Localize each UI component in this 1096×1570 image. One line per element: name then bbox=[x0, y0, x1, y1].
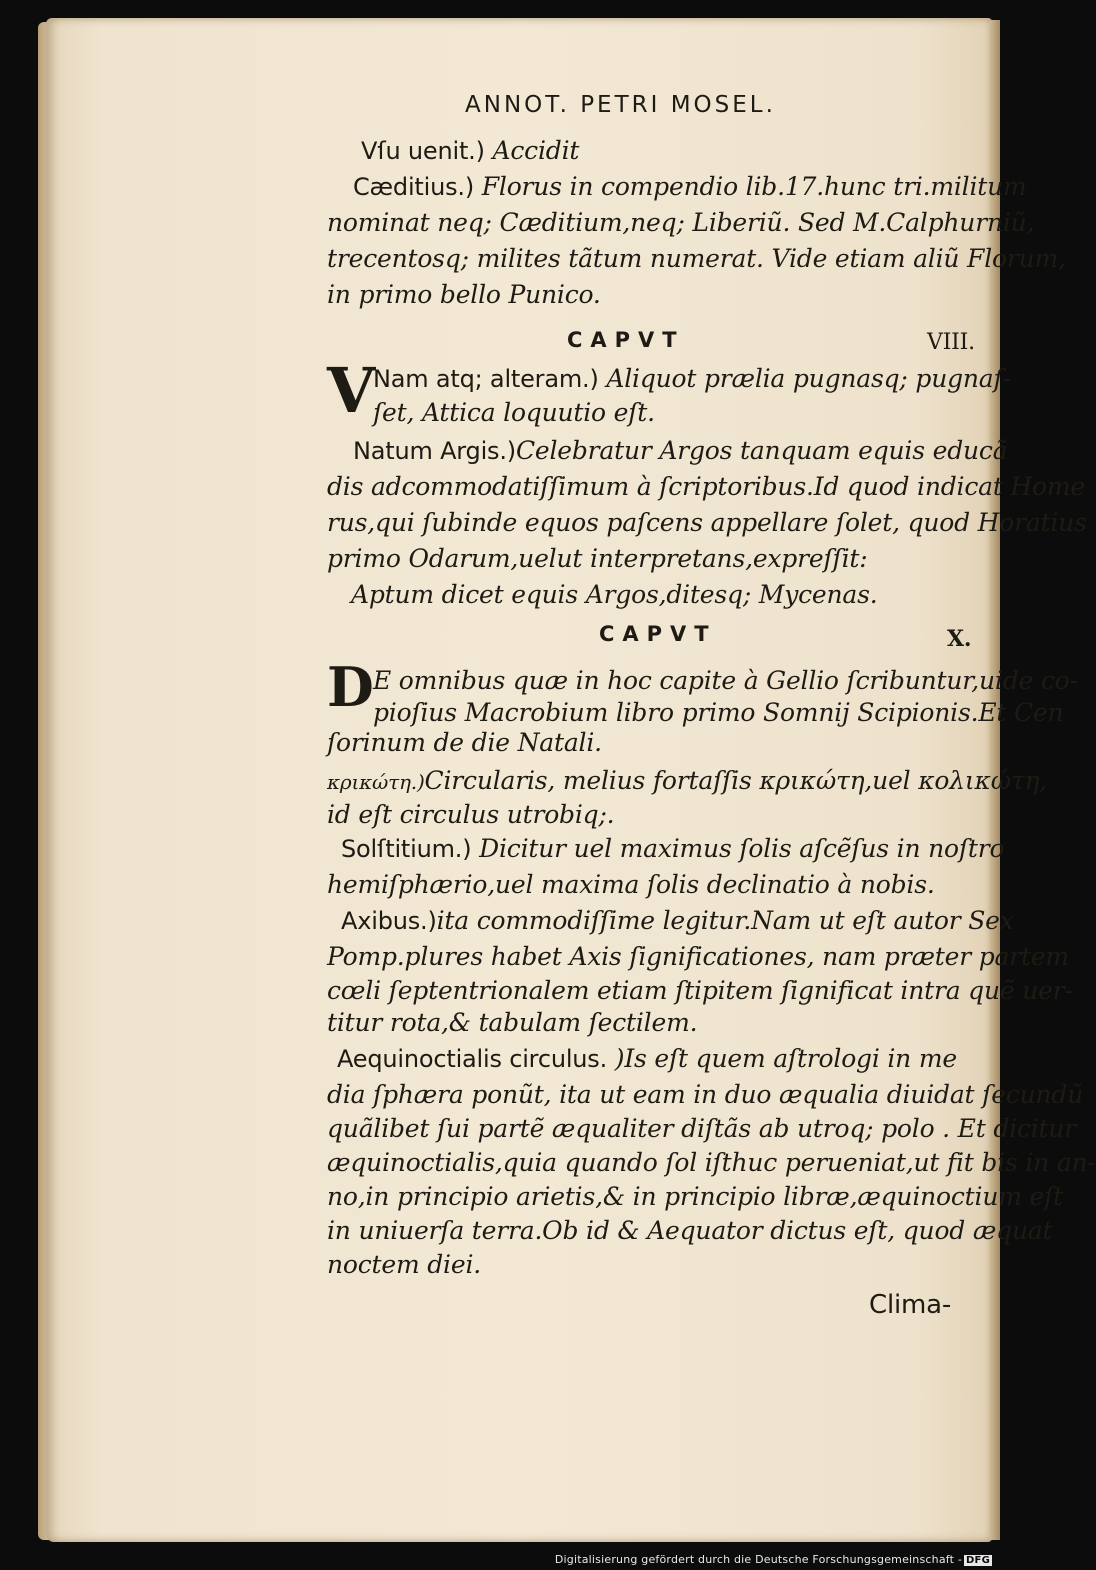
text-line: rus,qui ſubinde equos paſcens appellare ſolet, quod Horatius bbox=[327, 508, 1087, 537]
text-line: dis adcommodatiſſimum à ſcriptoribus.Id quod indicat Home bbox=[327, 472, 1085, 501]
text-line: primo Odarum,uelut interpretans,expreſſit: bbox=[327, 544, 868, 573]
text-line: κρικώτη.)Circularis, melius fortaſſis κρικώτη,uel κολικώτη, bbox=[327, 766, 1048, 795]
chapter-number: VIII. bbox=[927, 330, 975, 355]
text-line: quãlibet ſui partẽ æqualiter diſtãs ab utroq; polo . Et dicitur bbox=[327, 1114, 1077, 1143]
dfg-logo: DFG bbox=[966, 1555, 990, 1566]
text-line: cœli ſeptentrionalem etiam ſtipitem ſignificat intra quẽ uer- bbox=[327, 976, 1073, 1005]
text-line: in primo bello Punico. bbox=[327, 280, 601, 309]
text-line: pioſius Macrobium libro primo Somnij Scipionis.Et Cen bbox=[373, 698, 1064, 727]
text-line: ſorinum de die Natali. bbox=[327, 728, 602, 757]
text-line: hemiſphærio,uel maxima ſolis declinatio à nobis. bbox=[327, 870, 935, 899]
chapter-number: X. bbox=[947, 626, 972, 652]
chapter-heading: CAPVT bbox=[567, 328, 685, 352]
text-line: Aptum dicet equis Argos,ditesq; Mycenas. bbox=[351, 580, 878, 609]
text-line: noctem diei. bbox=[327, 1250, 481, 1279]
text-line: Vſu uenit.) Accidit bbox=[361, 136, 580, 165]
text-line: Nam atq; alteram.) Aliquot prælia pugnasq; pugnaſ- bbox=[373, 364, 1011, 393]
text-line: trecentosq; milites tãtum numerat. Vide etiam aliũ Florum, bbox=[327, 244, 1066, 273]
text-line: E omnibus quæ in hoc capite à Gellio ſcribuntur,uide co- bbox=[373, 666, 1078, 695]
chapter-heading: CAPVT bbox=[599, 622, 717, 646]
text-line: Axibus.)ita commodiſſime legitur.Nam ut eſt autor Sex bbox=[341, 906, 1014, 935]
text-line: Pomp.plures habet Axis ſignificationes, nam præter partem bbox=[327, 942, 1069, 971]
footer-text: Digitalisierung gefördert durch die Deutsche Forschungsgemeinschaft - bbox=[554, 1553, 963, 1566]
drop-capital: D bbox=[327, 655, 374, 719]
digitization-footer bbox=[555, 1553, 992, 1566]
text-line: Solſtitium.) Dicitur uel maximus ſolis aſcẽſus in noſtro bbox=[341, 834, 1005, 863]
text-line: Natum Argis.)Celebratur Argos tanquam equis educã bbox=[353, 436, 1008, 465]
text-line: æquinoctialis,quia quando ſol iſthuc perueniat,ut fit bis in an- bbox=[327, 1148, 1096, 1177]
text-line: Cæditius.) Florus in compendio lib.17.hunc tri.militum bbox=[353, 172, 1027, 201]
text-line: dia ſphæra ponũt, ita ut eam in duo æqualia diuidat ſecundũ bbox=[327, 1080, 1084, 1109]
text-line: Aequinoctialis circulus. )Is eſt quem aſtrologi in me bbox=[337, 1044, 957, 1073]
catchword: Clima- bbox=[869, 1290, 952, 1320]
text-line: id eſt circulus utrobiq;. bbox=[327, 800, 615, 829]
text-line: ſet, Attica loquutio eſt. bbox=[373, 398, 655, 427]
text-line: no,in principio arietis,& in principio libræ,æquinoctium eſt bbox=[327, 1182, 1063, 1211]
drop-capital: V bbox=[327, 354, 376, 427]
running-head: ANNOT. PETRI MOSEL. bbox=[465, 92, 776, 118]
text-line: nominat neq; Cæditium,neq; Liberiũ. Sed M.Calphurniũ, bbox=[327, 208, 1035, 237]
text-line: titur rota,& tabulam ſectilem. bbox=[327, 1008, 698, 1037]
text-line: in uniuerſa terra.Ob id & Aequator dictus eſt, quod æquat bbox=[327, 1216, 1053, 1245]
